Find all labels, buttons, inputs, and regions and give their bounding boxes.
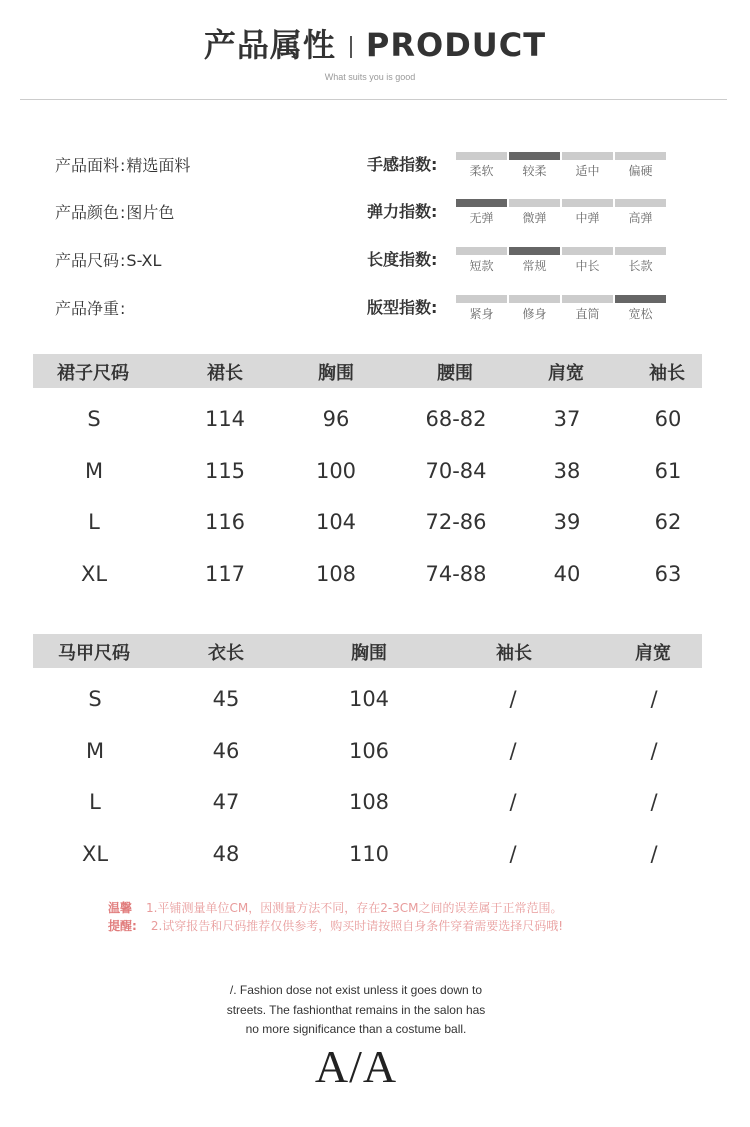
scale-bar — [562, 152, 613, 160]
scale-option: 柔软 — [456, 152, 507, 179]
table-cell: M — [85, 739, 105, 763]
scale-bar — [456, 247, 507, 255]
table-cell: 46 — [212, 739, 240, 763]
table-cell: 38 — [553, 459, 581, 483]
attr-weight: 产品净重: — [55, 299, 126, 318]
table-cell: 116 — [204, 510, 246, 534]
col-header: 胸围 — [351, 643, 387, 664]
scale-option: 微弹 — [509, 199, 560, 226]
attr-fabric: 产品面料:精选面料 — [55, 156, 191, 175]
scale-option: 长款 — [615, 247, 666, 274]
table-cell: 48 — [212, 842, 240, 866]
table-cell: / — [650, 739, 658, 763]
scale-elasticity — [456, 199, 666, 226]
col-header: 裙长 — [207, 363, 243, 384]
skirt-table-header — [33, 354, 702, 388]
table-cell: 114 — [204, 407, 246, 431]
table-cell: 108 — [315, 562, 357, 586]
page-subtitle: What suits you is good — [324, 72, 416, 82]
notice-text: 1.平铺测量单位CM，因测量方法不同，存在2-3CM之间的误差属于正常范围。 — [146, 901, 563, 915]
scale-length — [456, 247, 666, 274]
table-cell: 110 — [348, 842, 390, 866]
attr-color: 产品颜色:图片色 — [55, 203, 175, 222]
table-cell: 104 — [315, 510, 357, 534]
table-cell: S — [87, 407, 101, 431]
table-cell: 117 — [204, 562, 246, 586]
table-cell: 60 — [654, 407, 682, 431]
scale-option: 修身 — [509, 295, 560, 322]
col-header: 肩宽 — [635, 643, 671, 664]
table-cell: / — [650, 687, 658, 711]
scale-bar — [562, 295, 613, 303]
scale-option: 高弹 — [615, 199, 666, 226]
scale-option: 中弹 — [562, 199, 613, 226]
table-cell: 61 — [654, 459, 682, 483]
table-cell: M — [84, 459, 104, 483]
table-cell: XL — [80, 562, 108, 586]
scale-bar — [456, 152, 507, 160]
scale-fit — [456, 295, 666, 322]
table-cell: 96 — [322, 407, 350, 431]
col-header: 袖长 — [649, 363, 685, 384]
fashion-quote — [0, 981, 712, 1040]
scale-option: 适中 — [562, 152, 613, 179]
attr-label: 产品净重 — [55, 299, 120, 318]
scale-feel — [456, 152, 666, 179]
notice-line-1 — [108, 899, 563, 916]
table-cell: / — [650, 842, 658, 866]
table-cell: L — [88, 510, 100, 534]
title-cn: 产品属性 — [203, 26, 336, 64]
scale-bar — [456, 295, 507, 303]
table-cell: / — [509, 687, 517, 711]
table-cell: 63 — [654, 562, 682, 586]
table-cell: 115 — [204, 459, 246, 483]
table-cell: 70-84 — [425, 459, 487, 483]
quote-line: streets. The fashionthat remains in the salon has — [226, 1002, 486, 1017]
notice-label: 温馨 — [108, 901, 133, 915]
table-cell: 68-82 — [425, 407, 487, 431]
scale-label-fit: 版型指数: — [367, 298, 438, 317]
scale-bar — [509, 295, 560, 303]
table-cell: 106 — [348, 739, 390, 763]
table-cell: 37 — [553, 407, 581, 431]
table-cell: 40 — [553, 562, 581, 586]
scale-option: 中长 — [562, 247, 613, 274]
table-cell: 108 — [348, 790, 390, 814]
attr-label: 产品面料 — [55, 156, 120, 175]
title-en: PRODUCT — [365, 26, 547, 64]
table-cell: 47 — [212, 790, 240, 814]
table-cell: 100 — [315, 459, 357, 483]
scale-label-feel: 手感指数: — [367, 155, 438, 174]
table-cell: L — [89, 790, 101, 814]
table-cell: XL — [81, 842, 109, 866]
col-header: 袖长 — [496, 643, 532, 664]
attr-label: 产品尺码 — [55, 251, 120, 270]
scale-option: 紧身 — [456, 295, 507, 322]
table-cell: / — [509, 739, 517, 763]
notice-line-2 — [108, 917, 563, 934]
scale-label-elasticity: 弹力指数: — [367, 202, 438, 221]
scale-bar — [615, 152, 666, 160]
quote-line: no more significance than a costume ball. — [245, 1022, 467, 1036]
scale-bar — [615, 247, 666, 255]
scale-bar — [562, 199, 613, 207]
scale-bar — [509, 152, 560, 160]
vest-table-header — [33, 634, 702, 668]
scale-bar — [615, 199, 666, 207]
quote-line: /. Fashion dose not exist unless it goes down to — [229, 983, 483, 997]
table-cell: 62 — [654, 510, 682, 534]
table-cell: 104 — [348, 687, 390, 711]
table-cell: S — [88, 687, 102, 711]
scale-option: 宽松 — [615, 295, 666, 322]
attr-size: 产品尺码:S-XL — [55, 251, 162, 270]
scale-bar — [509, 247, 560, 255]
attr-value: S-XL — [126, 251, 162, 270]
col-header: 衣长 — [208, 643, 244, 664]
scale-option: 较柔 — [509, 152, 560, 179]
col-header: 肩宽 — [548, 363, 584, 384]
page-title — [0, 20, 750, 66]
scale-bar — [615, 295, 666, 303]
table-cell: 72-86 — [425, 510, 487, 534]
scale-option: 无弹 — [456, 199, 507, 226]
scale-option: 偏硬 — [615, 152, 666, 179]
scale-bar — [509, 199, 560, 207]
attr-value: 精选面料 — [126, 156, 191, 175]
col-header: 腰围 — [437, 363, 473, 384]
table-cell: 39 — [553, 510, 581, 534]
notice-text: 2.试穿报告和尺码推荐仅供参考，购买时请按照自身条件穿着需要选择尺码哦! — [150, 919, 564, 933]
scale-option: 短款 — [456, 247, 507, 274]
table-cell: / — [509, 842, 517, 866]
table-cell: 74-88 — [425, 562, 487, 586]
table-cell: / — [650, 790, 658, 814]
scale-option: 直筒 — [562, 295, 613, 322]
brand-logo: A/A — [314, 1041, 398, 1092]
header-divider — [20, 99, 727, 100]
attr-value: 图片色 — [126, 203, 175, 222]
scale-option: 常规 — [509, 247, 560, 274]
scale-bar — [562, 247, 613, 255]
table-cell: / — [509, 790, 517, 814]
col-header: 马甲尺码 — [58, 643, 130, 664]
scale-bar — [456, 199, 507, 207]
col-header: 裙子尺码 — [57, 363, 129, 384]
title-divider — [350, 36, 352, 58]
attr-label: 产品颜色 — [55, 203, 120, 222]
notice-label: 提醒: — [108, 919, 137, 933]
table-cell: 45 — [212, 687, 240, 711]
col-header: 胸围 — [318, 363, 354, 384]
scale-label-length: 长度指数: — [367, 250, 438, 269]
